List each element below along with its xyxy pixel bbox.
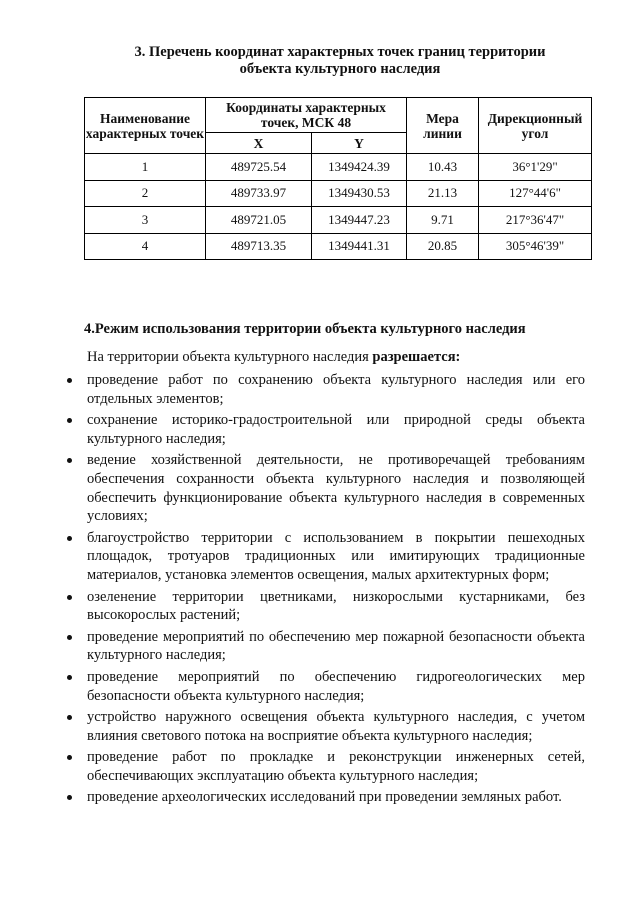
header-y: Y bbox=[312, 133, 407, 154]
cell-x: 489733.97 bbox=[206, 180, 312, 207]
header-direction-angle: Дирекционный угол bbox=[479, 98, 592, 154]
section-4-intro bbox=[87, 349, 460, 366]
cell-length: 9.71 bbox=[407, 207, 479, 234]
list-item bbox=[87, 788, 585, 807]
bullet-icon bbox=[67, 536, 72, 541]
bullet-icon bbox=[67, 675, 72, 680]
cell-length: 21.13 bbox=[407, 180, 479, 207]
header-x: X bbox=[206, 133, 312, 154]
cell-point: 2 bbox=[85, 180, 206, 207]
list-item bbox=[87, 588, 585, 625]
bullet-icon bbox=[67, 635, 72, 640]
header-points: Наименование характерных точек bbox=[85, 98, 206, 154]
cell-angle: 127°44'6" bbox=[479, 180, 592, 207]
table-row bbox=[85, 180, 592, 207]
cell-angle: 217°36'47" bbox=[479, 207, 592, 234]
section-4-title: 4.Режим использования территории объекта культурного наследия bbox=[84, 321, 526, 337]
cell-point: 4 bbox=[85, 233, 206, 260]
list-item-text: проведение мероприятий по обеспечению мер пожарной безопасности объекта культурного наследия; bbox=[87, 628, 585, 664]
list-item-text: проведение археологических исследований при проведении земляных работ. bbox=[87, 789, 562, 806]
list-item-text: проведение работ по сохранению объекта культурного наследия или его отдельных элементов; bbox=[87, 372, 585, 407]
cell-y: 1349447.23 bbox=[312, 207, 407, 234]
bullet-icon bbox=[67, 418, 72, 423]
list-item bbox=[87, 708, 585, 745]
coordinates-table bbox=[84, 97, 592, 260]
bullet-icon bbox=[67, 378, 72, 383]
table-row bbox=[85, 207, 592, 234]
section-3-title-line-2: объекта культурного наследия bbox=[239, 61, 441, 77]
list-item-text: проведение мероприятий по обеспечению гидрогеологических мер безопасности объекта культурного наследия; bbox=[87, 668, 585, 704]
cell-y: 1349424.39 bbox=[312, 154, 407, 181]
list-item bbox=[87, 371, 585, 408]
section-3-title-line-1: 3. Перечень координат характерных точек границ территории bbox=[134, 44, 546, 60]
cell-angle: 305°46'39" bbox=[479, 233, 592, 260]
permitted-activities-list bbox=[0, 371, 640, 810]
cell-x: 489725.54 bbox=[206, 154, 312, 181]
list-item bbox=[87, 411, 585, 448]
table-header-row bbox=[85, 98, 592, 133]
section-3-title bbox=[60, 44, 620, 78]
list-item-text: проведение работ по прокладке и реконструкции инженерных сетей, обеспечивающих эксплуатацию объекта культурного наследия; bbox=[87, 749, 585, 784]
cell-length: 20.85 bbox=[407, 233, 479, 260]
list-item bbox=[87, 668, 585, 705]
cell-y: 1349441.31 bbox=[312, 233, 407, 260]
cell-x: 489713.35 bbox=[206, 233, 312, 260]
bullet-icon bbox=[67, 458, 72, 463]
list-item-text: сохранение историко-градостроительной или природной среды объекта культурного наследия; bbox=[87, 412, 585, 447]
list-item-text: устройство наружного освещения объекта культурного наследия, с учетом влияния светового потока на восприятие объекта культурного наследия; bbox=[87, 709, 585, 744]
list-item bbox=[87, 529, 585, 585]
list-item-text: озеленение территории цветниками, низкорослыми кустарниками, без высокорослых растений; bbox=[87, 588, 585, 624]
list-item bbox=[87, 748, 585, 785]
bullet-icon bbox=[67, 595, 72, 600]
bullet-icon bbox=[67, 755, 72, 760]
cell-angle: 36°1'29" bbox=[479, 154, 592, 181]
list-item bbox=[87, 451, 585, 525]
list-item-text: благоустройство территории с использованием в покрытии пешеходных площадок, тротуаров традиционных или имитирующих традиционные материалов, установка элементов освещения, малых архитектурных форм; bbox=[87, 529, 585, 583]
bullet-icon bbox=[67, 715, 72, 720]
list-item-text: ведение хозяйственной деятельности, не противоречащей требованиям обеспечения сохранности объекта культурного наследия и позволяющей обеспечить функционирование объекта культурного наследия в современных условиях; bbox=[87, 452, 585, 525]
cell-point: 3 bbox=[85, 207, 206, 234]
table-row bbox=[85, 233, 592, 260]
header-coordinates: Координаты характерных точек, МСК 48 bbox=[206, 98, 407, 133]
list-item bbox=[87, 628, 585, 665]
intro-text: На территории объекта культурного наследия bbox=[87, 349, 373, 365]
cell-point: 1 bbox=[85, 154, 206, 181]
table-row bbox=[85, 154, 592, 181]
cell-x: 489721.05 bbox=[206, 207, 312, 234]
cell-y: 1349430.53 bbox=[312, 180, 407, 207]
cell-length: 10.43 bbox=[407, 154, 479, 181]
bullet-icon bbox=[67, 795, 72, 800]
intro-bold-text: разрешается: bbox=[372, 349, 461, 365]
header-line-length: Мера линии bbox=[407, 98, 479, 154]
